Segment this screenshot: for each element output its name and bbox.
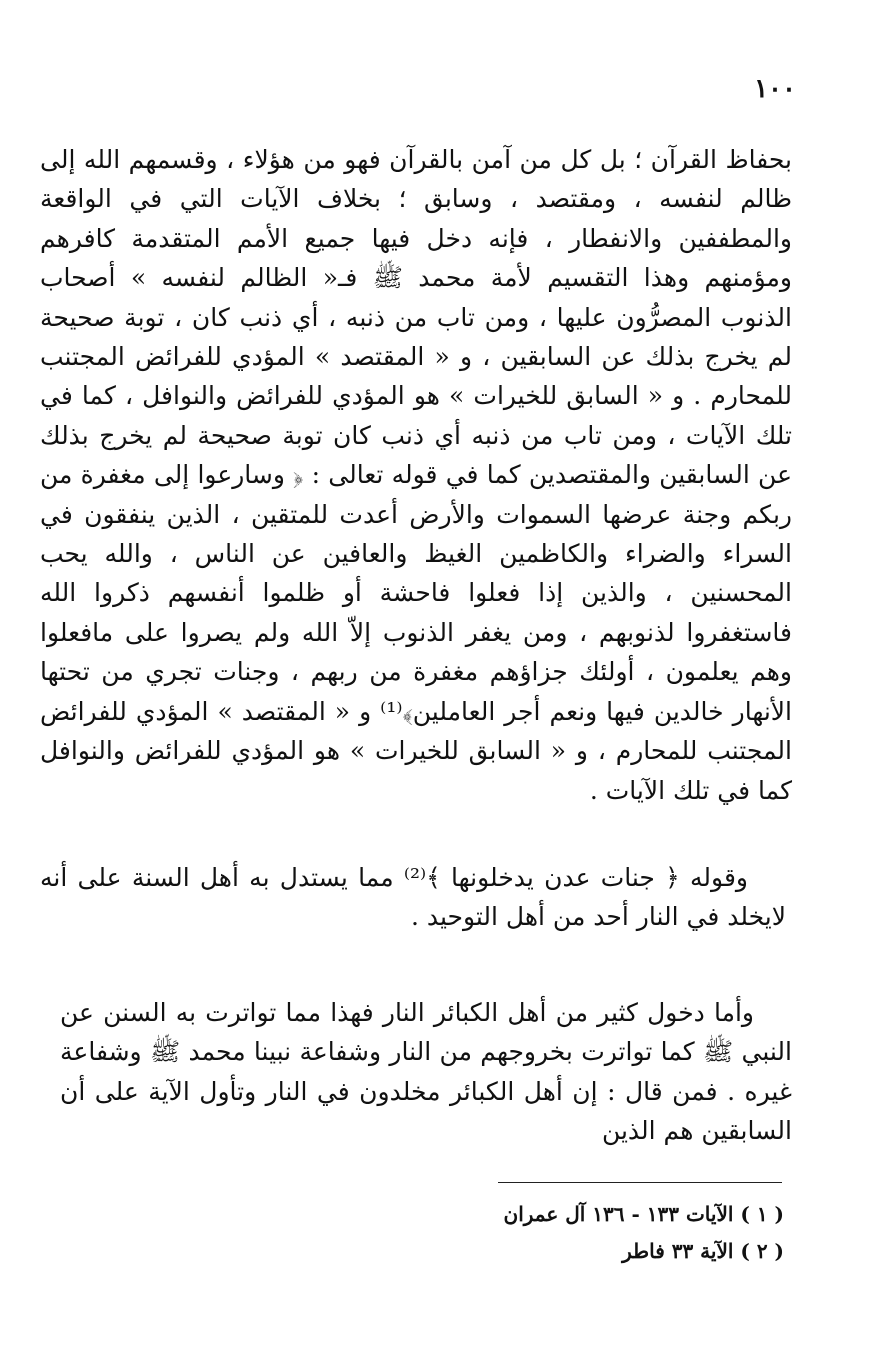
body-paragraph-1: بحفاظ القرآن ؛ بل كل من آمن بالقرآن فهو من هؤلاء ، وقسمهم الله إلى ظالم لنفسه ، ومقتصد ، وسابق ؛ بخلاف الآيات التي في الواقعة والمطففين والانفطار ، فإنه دخل فيها جميع الأمم المتقدمة كافرهم ومؤمنهم وهذا التقسيم لأمة محمد ﷺ فـ« الظالم لنفسه » أصحاب الذنوب المصرُّون عليها ، ومن تاب من ذنبه ، أي ذنب كان ، توبة صحيحة لم يخرج بذلك عن السابقين ، و « المقتصد » المؤدي للفرائض المجتنب للمحارم . و « السابق للخيرات » هو المؤدي للفرائض والنوافل ، كما في تلك الآيات ، ومن تاب من ذنبه أي ذنب كان توبة صحيحة لم يخرج بذلك عن السابقين والمقتصدين كما في قوله تعالى : ﴿ وسارعوا إلى مغفرة من ربكم وجنة عرضها السموات والأرض أعدت للمتقين ، الذين ينفقون في السراء والضراء والكاظمين الغيظ والعافين عن الناس ، والله يحب المحسنين ، والذين إذا فعلوا فاحشة أو ظلموا أنفسهم ذكروا الله فاستغفروا لذنوبهم ، ومن يغفر الذنوب إلاّ الله ولم يصروا على مافعلوا وهم يعلمون ، أولئك جزاؤهم مغفرة من ربهم ، وجنات تجري من تحتها الأنهار خالدين فيها ونعم أجر العاملين﴾⁽¹⁾ و « المقتصد » المؤدي للفرائض المجتنب للمحارم ، و « السابق للخيرات » هو المؤدي للفرائض والنوافل كما في تلك الآيات .: [40, 145, 792, 805]
page-number: ١٠٠: [754, 74, 796, 104]
body-paragraph-3: وأما دخول كثير من أهل الكبائر النار فهذا مما تواترت به السنن عن النبي ﷺ كما تواترت بخروجهم من النار وشفاعة نبينا محمد ﷺ وشفاعة غيره . فمن قال : إن أهل الكبائر مخلدون في النار وتأول الآية على أن السابقين هم الذين: [60, 998, 792, 1146]
footnote-divider: [498, 1182, 782, 1183]
footnote-1: ( ١ ) الآيات ١٣٣ - ١٣٦ آل عمران: [503, 1202, 784, 1226]
footnote-2: ( ٢ ) الآية ٣٣ فاطر: [622, 1239, 784, 1263]
body-paragraph-2: وقوله ﴿ جنات عدن يدخلونها ﴾⁽²⁾ مما يستدل به أهل السنة على أنه لايخلد في النار أحد من أهل التوحيد .: [40, 863, 786, 932]
